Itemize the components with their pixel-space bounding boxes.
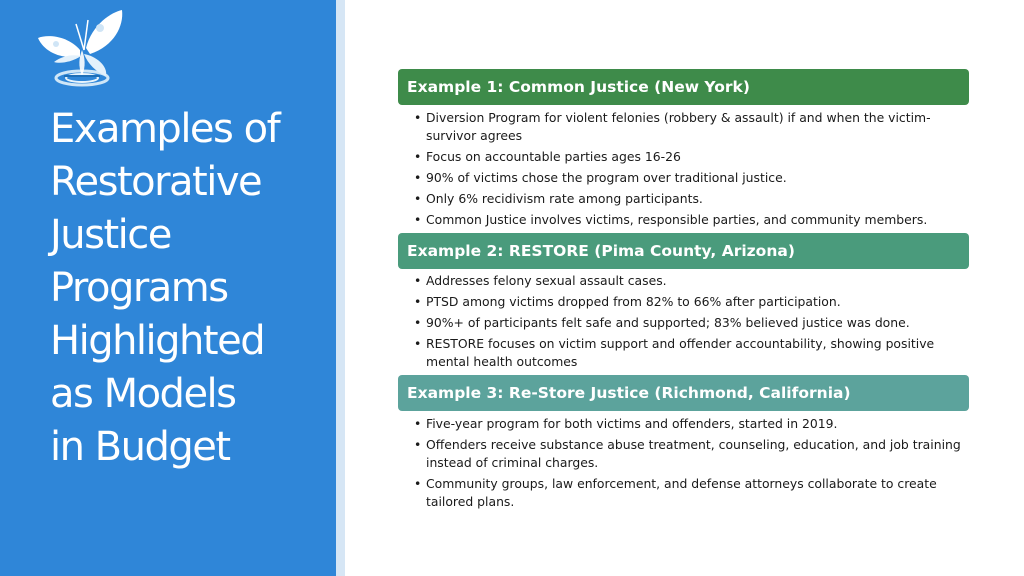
title-line: Examples of bbox=[50, 106, 280, 152]
panel-divider bbox=[336, 0, 345, 576]
bullet-item: • PTSD among victims dropped from 82% to 66% after participation. bbox=[411, 293, 973, 311]
bullet-item: • 90% of victims chose the program over traditional justice. bbox=[411, 169, 973, 187]
bullet-item: • 90%+ of participants felt safe and supported; 83% believed justice was done. bbox=[411, 314, 973, 332]
title-line: in Budget bbox=[50, 424, 230, 470]
example-3-bullet-list bbox=[411, 415, 973, 514]
example-1-header: Example 1: Common Justice (New York) bbox=[398, 69, 969, 105]
example-2-header: Example 2: RESTORE (Pima County, Arizona) bbox=[398, 233, 969, 269]
page-title bbox=[50, 103, 330, 474]
bullet-item: • Common Justice involves victims, responsible parties, and community members. bbox=[411, 211, 973, 229]
bullet-item: • Community groups, law enforcement, and defense attorneys collaborate to create tailored plans. bbox=[411, 475, 973, 511]
bullet-item: • Only 6% recidivism rate among participants. bbox=[411, 190, 973, 208]
example-1-bullet-list bbox=[411, 109, 973, 232]
example-2-bullet-list bbox=[411, 272, 973, 374]
title-line: Restorative bbox=[50, 159, 262, 205]
title-line: Programs bbox=[50, 265, 228, 311]
bullet-item: • Focus on accountable parties ages 16-26 bbox=[411, 148, 973, 166]
example-3-header: Example 3: Re-Store Justice (Richmond, California) bbox=[398, 375, 969, 411]
title-line: as Models bbox=[50, 371, 236, 417]
title-line: Highlighted bbox=[50, 318, 265, 364]
bullet-item: • Five-year program for both victims and offenders, started in 2019. bbox=[411, 415, 973, 433]
bullet-item: • RESTORE focuses on victim support and offender accountability, showing positive mental health outcomes bbox=[411, 335, 973, 371]
bullet-item: • Offenders receive substance abuse treatment, counseling, education, and job training instead of criminal charges. bbox=[411, 436, 973, 472]
butterfly-logo-icon bbox=[34, 6, 134, 98]
bullet-item: • Addresses felony sexual assault cases. bbox=[411, 272, 973, 290]
title-line: Justice bbox=[50, 212, 171, 258]
bullet-item: • Diversion Program for violent felonies (robbery & assault) if and when the victim-survivor agrees bbox=[411, 109, 973, 145]
